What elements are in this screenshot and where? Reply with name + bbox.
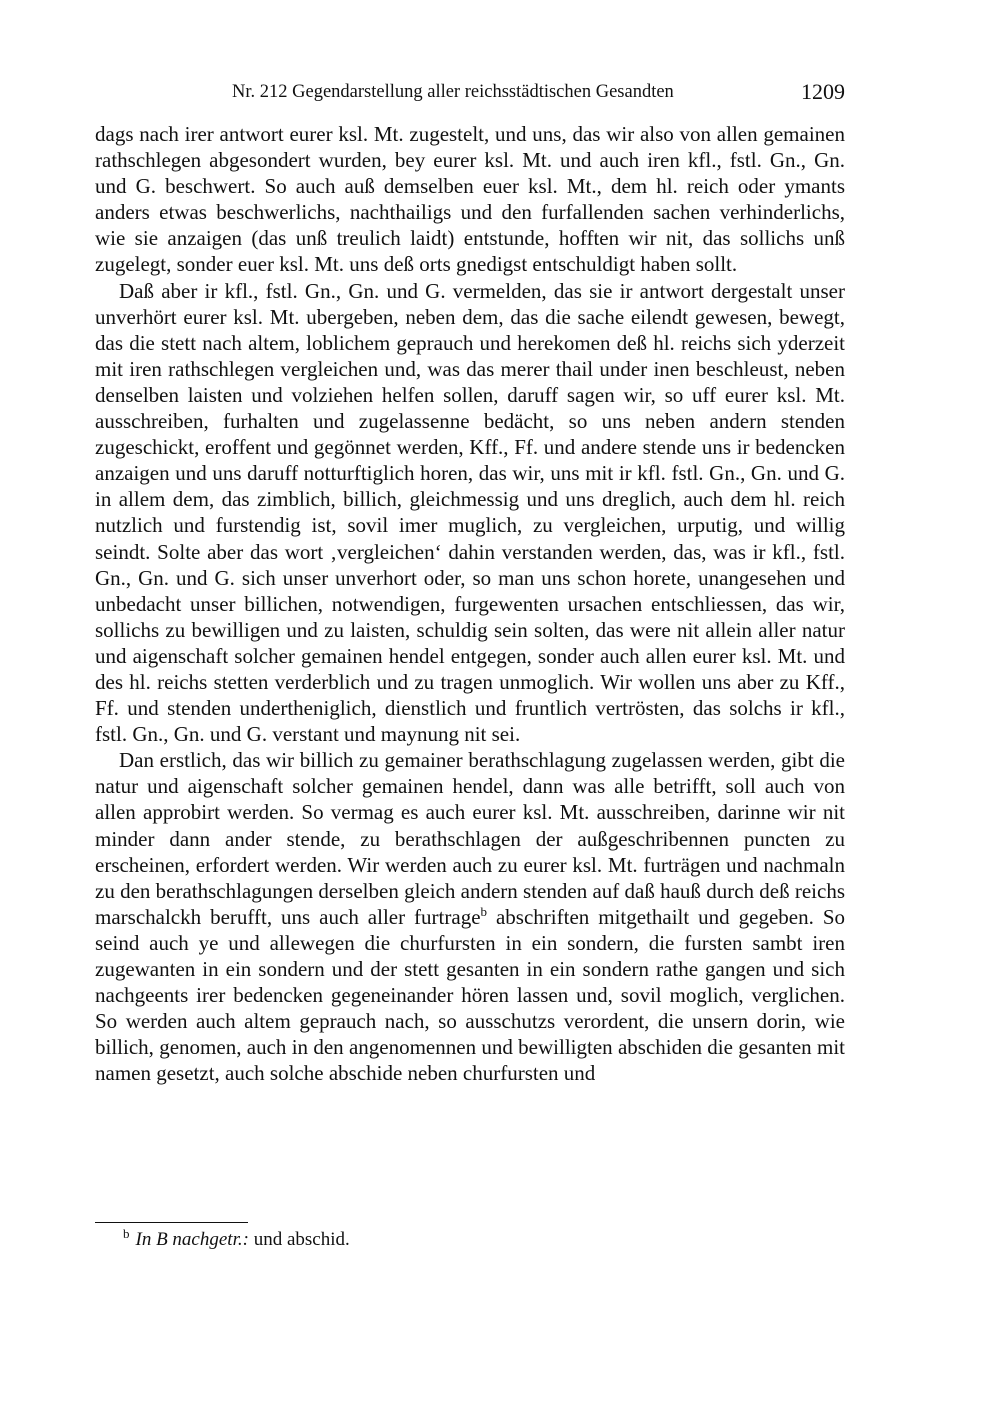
running-header — [95, 80, 845, 110]
paragraph-2: Daß aber ir kfl., fstl. Gn., Gn. und G. vermelden, das sie ir antwort dergestalt unser unverhört eurer ksl. Mt. ubergeben, neben dem, das die sache eilendt gewesen, bewegt, das die stett nach altem, loblichem geprauch und herekomen deß hl. reichs sich yderzeit mit iren rathschlegen vergleichen und, was das merer thail under inen beschleust, neben denselben laisten und volziehen helfen sollen, daruff sagen wir, so uff eurer ksl. Mt. ausschreiben, furhalten und zugelassenne bedächt, so uns neben andern stenden zugeschickt, eroffent und gegönnet werden, Kff., Ff. und andere stende uns ir bedencken anzaigen und uns daruff notturftiglich horen, das wir, uns mit ir kfl. fstl. Gn., Gn. und G. in allem dem, das zimblich, billich, gleichmessig und uns dreglich, auch dem hl. reich nutzlich und furstendig ist, sovil imer muglich, zu vergleichen, urputig, und willig seindt. Solte aber das wort ‚vergleichen‘ dahin verstanden werden, das, was ir kfl., fstl. Gn., Gn. und G. sich unser unverhort oder, so man uns schon horete, unangesehen und unbedacht unser billichen, notwendigen, furgewenten ursachen entschliessen, das wir, sollichs zu bewilligen und zu laisten, schuldig sein solten, das were nit allein aller natur und aigenschaft solcher gemainen hendel entgegen, sonder auch allen eurer ksl. Mt. und des hl. reichs stetten verderblich und zu tragen unmoglich. Wir wollen uns aber zu Kff., Ff. und stenden undertheniglich, dienstlich und fruntlich vertrösten, das solchs ir kfl., fstl. Gn., Gn. und G. verstant und maynung nit sei. — [95, 278, 845, 747]
paragraph-3 — [95, 747, 845, 1086]
page-number: 1209 — [801, 79, 845, 104]
paragraph-1: dags nach irer antwort eurer ksl. Mt. zugestelt, und uns, das wir also von allen gemainen rathschlegen abgesondert wurden, bey eurer ksl. Mt. und auch iren kfl., fstl. Gn., Gn. und G. beschwert. So auch auß demselben euer ksl. Mt., dem hl. reich oder ymants anders etwas beschwerlichs, nachthailigs und den furfallenden sachen verhinderlichs, wie sie anzaigen (das unß treulich laidt) entstunde, hofften wir nit, das sollichs unß zugelegt, sonder euer ksl. Mt. uns deß orts gnedigst entschuldigt haben sollt. — [95, 122, 845, 277]
main-text — [95, 121, 845, 1086]
footnote-separator — [95, 1222, 248, 1223]
footnote-text: und abschid. — [248, 1229, 350, 1250]
running-title: Nr. 212 Gegendarstellung aller reichsstädtischen Gesandten — [232, 82, 674, 102]
paragraph-3-part-2: abschriften mitgethailt und gegeben. So seind auch ye und allewegen die churfursten in ein sondern, die fursten sambt iren zugewanten in ein sondern und der stett gesanten in ein sondern rathe gangen und sich nachgeents irer bedencken gegeneinander hören lassen und, sovil moglich, verglichen. So werden auch altem geprauch nach, so ausschutzs verordent, die unsern dorin, wie billich, genomen, auch in den angenomennen und bewilligten abschiden die gesanten mit namen gesetzt, auch solche abschide neben churfursten und — [95, 904, 845, 1086]
paragraph-3-part-1: Dan erstlich, das wir billich zu gemainer berathschlagung zugelassen werden, gibt die natur und aigenschaft solcher gemainen hendel, dann was alle betrifft, soll auch von allen approbirt werden. So vermag es auch eurer ksl. Mt. ausschreiben, darinne wir nit minder dann ander stende, zu berathschlagen der außgeschribennen puncten zu erscheinen, erfordert werden. Wir werden auch zu eurer ksl. Mt. furträgen und nachmaln zu den berathschlagungen derselben gleich andern stenden auf daß hauß durch deß reichs marschalckh berufft, uns auch aller furtrage — [95, 748, 845, 929]
footnote-italic-note: In B nachgetr.: — [135, 1229, 249, 1250]
footnote-label: b — [123, 1225, 130, 1241]
footnote-reference-b: b — [480, 903, 488, 919]
footnote-b — [123, 1225, 843, 1252]
